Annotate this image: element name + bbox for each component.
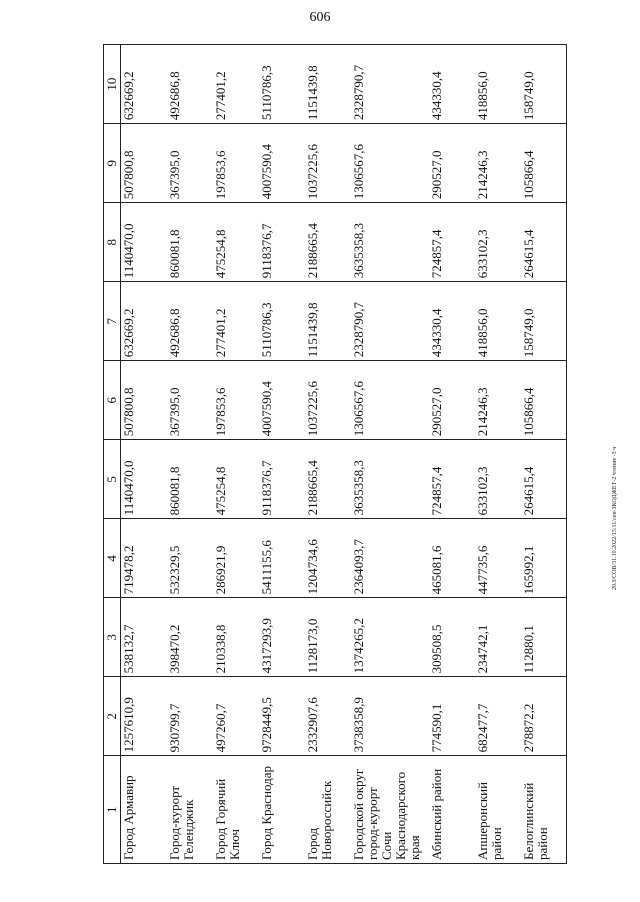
row-name: Город-курорт Геленджик <box>167 756 213 864</box>
column-header: 4 <box>104 519 121 598</box>
header-row <box>104 45 121 864</box>
table-cell: 5110786,3 <box>259 45 305 124</box>
table-cell: 418856,0 <box>475 45 521 124</box>
table-cell: 4007590,4 <box>259 361 305 440</box>
table-cell: 2188665,4 <box>305 203 351 282</box>
row-name: Город Краснодар <box>259 756 305 864</box>
table-cell: 719478,2 <box>121 519 167 598</box>
table-cell: 532329,5 <box>167 519 213 598</box>
table-cell: 860081,8 <box>167 203 213 282</box>
column-header: 10 <box>104 45 121 124</box>
table-cell: 475254,8 <box>213 440 259 519</box>
table-row <box>429 45 475 864</box>
table-cell: 277401,2 <box>213 45 259 124</box>
table-cell: 682477,7 <box>475 677 521 756</box>
table-cell: 234742,1 <box>475 598 521 677</box>
row-name: Городской округ город-курорт Сочи Краснодарского края <box>351 756 429 864</box>
table-cell: 9118376,7 <box>259 203 305 282</box>
column-header: 5 <box>104 440 121 519</box>
table-cell: 774590,1 <box>429 677 475 756</box>
table-cell: 9118376,7 <box>259 440 305 519</box>
table-body <box>121 45 567 864</box>
column-header: 1 <box>104 756 121 864</box>
table-cell: 1204734,6 <box>305 519 351 598</box>
table-row <box>351 45 429 864</box>
table-cell: 930799,7 <box>167 677 213 756</box>
table-cell: 5110786,3 <box>259 282 305 361</box>
table-cell: 724857,4 <box>429 440 475 519</box>
table-cell: 492686,8 <box>167 282 213 361</box>
table-cell: 367395,0 <box>167 124 213 203</box>
column-header: 2 <box>104 677 121 756</box>
table-cell: 632669,2 <box>121 45 167 124</box>
table-cell: 2328790,7 <box>351 282 429 361</box>
table-cell: 105866,4 <box>521 361 567 440</box>
column-header: 9 <box>104 124 121 203</box>
table-cell: 633102,3 <box>475 440 521 519</box>
table-row <box>259 45 305 864</box>
page-number: 606 <box>309 10 331 25</box>
table-cell: 724857,4 <box>429 203 475 282</box>
column-header: 7 <box>104 282 121 361</box>
table-row <box>167 45 213 864</box>
table-cell: 1257610,9 <box>121 677 167 756</box>
table-cell: 278872,2 <box>521 677 567 756</box>
row-name: Белоглинский район <box>521 756 567 864</box>
table-cell: 447735,6 <box>475 519 521 598</box>
table-cell: 9728449,5 <box>259 677 305 756</box>
table-cell: 860081,8 <box>167 440 213 519</box>
table-cell: 264615,4 <box>521 203 567 282</box>
table-cell: 2332907,6 <box>305 677 351 756</box>
table-cell: 507800,8 <box>121 361 167 440</box>
table-cell: 264615,4 <box>521 440 567 519</box>
row-name: Город Горячий Ключ <box>213 756 259 864</box>
table-cell: 290527,0 <box>429 124 475 203</box>
table-cell: 286921,9 <box>213 519 259 598</box>
table-cell: 1374265,2 <box>351 598 429 677</box>
table-cell: 3738358,9 <box>351 677 429 756</box>
table-row <box>305 45 351 864</box>
table-cell: 214246,3 <box>475 124 521 203</box>
table-cell: 1037225,6 <box>305 124 351 203</box>
table-row <box>213 45 259 864</box>
budget-table <box>103 44 567 864</box>
table-cell: 367395,0 <box>167 361 213 440</box>
table-row <box>475 45 521 864</box>
table-cell: 418856,0 <box>475 282 521 361</box>
table-cell: 1306567,6 <box>351 361 429 440</box>
table-cell: 4007590,4 <box>259 124 305 203</box>
table-cell: 507800,8 <box>121 124 167 203</box>
table-cell: 538132,7 <box>121 598 167 677</box>
table-cell: 112880,1 <box>521 598 567 677</box>
table-cell: 434330,4 <box>429 282 475 361</box>
table-cell: 1306567,6 <box>351 124 429 203</box>
table-cell: 290527,0 <box>429 361 475 440</box>
table-cell: 475254,8 <box>213 203 259 282</box>
column-header: 3 <box>104 598 121 677</box>
row-name: Абинский район <box>429 756 475 864</box>
table-cell: 465081,6 <box>429 519 475 598</box>
table-cell: 1128173,0 <box>305 598 351 677</box>
table-cell: 2364093,7 <box>351 519 429 598</box>
table-cell: 1151439,8 <box>305 282 351 361</box>
table-cell: 1140470,0 <box>121 203 167 282</box>
table-row <box>121 45 167 864</box>
table-cell: 398470,2 <box>167 598 213 677</box>
table-cell: 277401,2 <box>213 282 259 361</box>
table-cell: 214246,3 <box>475 361 521 440</box>
table-cell: 197853,6 <box>213 361 259 440</box>
table-cell: 497260,7 <box>213 677 259 756</box>
footer-code: 20.3/СОВ/31.10.2022/15:11/сен-ЗКОДЖЕТ-2 чтение -3 ч <box>612 446 618 590</box>
table-cell: 434330,4 <box>429 45 475 124</box>
table-cell: 2188665,4 <box>305 440 351 519</box>
table-cell: 4317293,9 <box>259 598 305 677</box>
table-cell: 158749,0 <box>521 45 567 124</box>
table-cell: 210338,8 <box>213 598 259 677</box>
table-cell: 1037225,6 <box>305 361 351 440</box>
table-cell: 492686,8 <box>167 45 213 124</box>
column-header: 6 <box>104 361 121 440</box>
table-cell: 3635358,3 <box>351 203 429 282</box>
row-name: Город Новороссийск <box>305 756 351 864</box>
row-name: Апшеронский район <box>475 756 521 864</box>
table-cell: 105866,4 <box>521 124 567 203</box>
row-name: Город Армавир <box>121 756 167 864</box>
table-cell: 165992,1 <box>521 519 567 598</box>
table-cell: 633102,3 <box>475 203 521 282</box>
table-cell: 2328790,7 <box>351 45 429 124</box>
table-cell: 197853,6 <box>213 124 259 203</box>
table-cell: 1140470,0 <box>121 440 167 519</box>
table-cell: 309508,5 <box>429 598 475 677</box>
table-cell: 158749,0 <box>521 282 567 361</box>
column-header: 8 <box>104 203 121 282</box>
rotated-table-container <box>103 44 623 864</box>
table-cell: 1151439,8 <box>305 45 351 124</box>
table-cell: 632669,2 <box>121 282 167 361</box>
table-row <box>521 45 567 864</box>
table-cell: 5411155,6 <box>259 519 305 598</box>
table-cell: 3635358,3 <box>351 440 429 519</box>
